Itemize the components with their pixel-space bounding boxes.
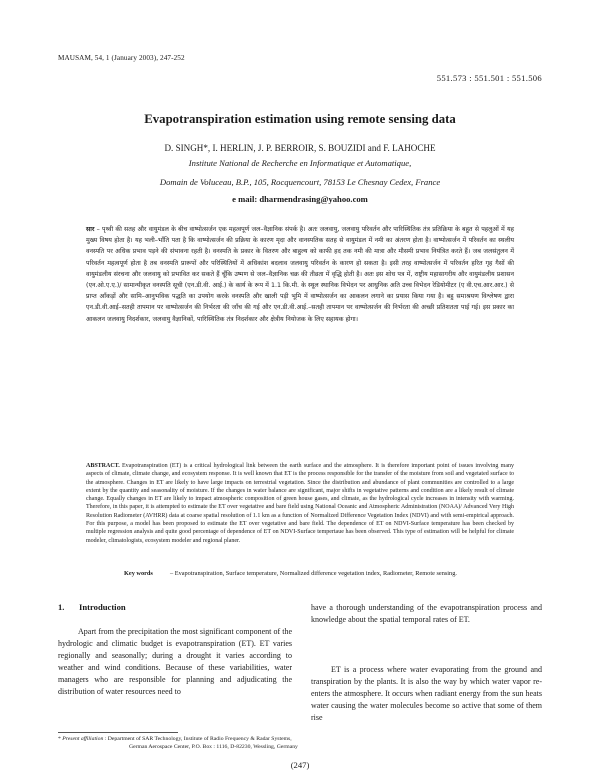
intro-paragraph-1: Apart from the precipitation the most significant component of the hydrologic and climatic budget is evapotranspiration (ET). ET varies regionally and seasonally; during a drought it varies according to weather and wind conditions. Because of these variabilities, water managers who are responsible for planning and adjudicating the distribution of water resources need to [58,627,292,696]
footnote-marker: * [58,736,61,742]
hindi-abstract-text: – पृथ्वी की सतह और वायुमंडल के बीच वाष्पोत्सर्जन एक महत्वपूर्ण जल–वैज्ञानिक संपर्क है। अतः जलवायु, जलवायु परिवर्तन और पारिस्थितिक तंत्र प्रतिक्रिया के बहुत से पहलुओं में यह मुख्य विषय होता है। यह भली–भाँति पता है कि वाष्पोत्सर्जन की प्रक्रिया के कारण मृदा और वानस्पतिक सतह से वायुमंडल में नमी का अंतरण होता है। वाष्पोत्सर्जन में परिवर्तन का स्थलीय वनस्पति पर अधिक प्रभाव पड़ने की संभावना रहती है। वनस्पति के प्रकार के वितरण और बाहुल्य को काफी हद तक नमी की मात्रा और मौसमी प्रभाव नियंत्रित करते हैं। जब जलसंतुलन में परिवर्तन महत्वपूर्ण होता है तब वनस्पति प्रारूपों और परिस्थितियों में अधिकांश बदलाव जलवायु परिवर्तन के कारण हो सकता है। इसी तरह वाष्पोत्सर्जन में परिवर्तन हरित गृह गैसों की वायुमंडलीय संरचना और जलवायु को प्रभावित कर सकते हैं चूँकि उष्मण से जल–वैज्ञानिक चक्र की तीव्रता में वृद्धि होती है। अतः इस शोध पत्र में, राष्ट्रीय महासागरीय और वायुमंडलीय प्रशासन (एन.ओ.ए.ए.)/ सामान्यीकृत वनस्पति सूची (एन.डी.वी. आई.) के कार्य के रूप में 1.1 कि.मी. के स्थूल स्थानिक विभेदन पर आधुनिक अति उच्च विभेदन रेडियोमीटर (ए वी.एच.आर.आर.) से प्राप्त आँकड़ों और सामि–आनुभविक पद्धति का उपयोग करके वनस्पति और खाली पड़ी भूमि में वाष्पोत्सर्जन का आकलन लगाने का प्रयास किया गया है। बहु समाश्रयण विश्लेषण द्वारा एन.डी.वी.आई–सतही तापमान पर वाष्पोत्सर्जन की निर्भरता की जाँच की गई और एन.डी.वी.आई.–सतही तापमान पर वाष्पोत्सर्जन की निर्भरता की अच्छी प्रतिशतता पाई गई। इस प्रकार का आकलन जलवायु निदर्शकार, जलवायु वैज्ञानिकों, पारिस्थितिक तंत्र निदर्शकार और क्षेत्रीय नियोजक के लिए सहायक होगा। [86,226,514,323]
intro-paragraph-1-continued: have a thorough understanding of the evapotranspiration process and knowledge about the spatial temporal rates of ET. [311,603,542,624]
footnote-text-1: : Department of SAR Technology, Institute of Radio Frequency & Radar Systems, [104,736,292,742]
author-email: e mail: dharmendrasing@yahoo.com [232,194,368,204]
section-heading-introduction [58,602,126,612]
hindi-abstract-lead: सार [86,226,95,233]
author-list: D. SINGH*, I. HERLIN, J. P. BERROIR, S. BOUZIDI and F. LAHOCHE [164,143,436,153]
english-abstract [86,462,514,545]
abstract-lead: ABSTRACT. [86,463,120,469]
affiliation-line-2: Domain de Voluceau, B.P., 105, Rocquencourt, 78153 Le Chesnay Cedex, France [159,177,441,187]
page-number: (247) [290,760,310,770]
keywords [86,570,514,579]
affiliation-line-1: Institute National de Recherche en Informatique et Automatique, [188,158,412,168]
intro-paragraph-2: ET is a process where water evaporating from the ground and transpiration by the plants. It is also the way by which water vapor re-enters the atmosphere. It occurs when radiant energy from the sun heats water causing the water molecules become so active that some of them rise [311,665,542,722]
keywords-label: Key words [124,570,153,577]
footnote-label: Present affiliation [62,736,104,742]
journal-reference: MAUSAM, 54, 1 (January 2003), 247-252 [58,54,185,62]
udc-classification: 551.573 : 551.501 : 551.506 [436,73,542,83]
footnote-line-1 [58,735,298,743]
paper-title: Evapotranspiration estimation using remote sensing data [144,112,456,126]
keywords-text: – Evapotranspiration, Surface temperature, Normalized difference vegetation index, Radiometer, Remote sensing. [170,570,457,577]
footnote-line-2: German Aerospace Center, P.O. Box : 1116, D-82230, Wessling, Germany [129,744,298,750]
hindi-abstract [86,224,514,325]
footnote [58,735,298,751]
footnote-divider [58,732,178,733]
abstract-text: Evapotranspiration (ET) is a critical hydrological link between the earth surface and the atmosphere. It is therefore important point of issues involving many aspects of climate, climate change, and ecosystem response. It is well known that ET is the process responsible for the transfer of the moisture from soil and vegetated surface to the atmosphere. Changes in ET are likely to have large impacts on terrestrial vegetation. Since the distribution and abundance of plant communities are controlled to a large extent by the quantity and seasonality of moisture. If the changes in water balance are significant, major shifts in vegetative patterns and condition are a likely result of climate change. Equally changes in ET are likely to impact atmospheric composition of green house gases, and climate, as the hydrological cycle increases in intensity with warming. Therefore, in this paper, it is attempted to estimate the ET over vegetative and bare field using National Oceanic and Atmospheric Administration (NOAA)/ Advanced Very High Resolution Radiometer (AVHRR) data at coarse spatial resolution of 1.1 km as a function of Normalized Difference Vegetation Index (NDVI) and with semi-empirical approach. For this purpose, a model has been proposed to estimate the ET over vegetative and bare field. The dependence of ET on NDVI-Surface temperature has been checked by multiple regression analysis and quite good percentage of dependence of ET on NDVI-Surface tempertaue has been observed. This type of estimation will be helpful for climate modeler, climatologists, ecosystem modeler and regional planer. [86,463,514,544]
section-title: Introduction [79,602,126,612]
section-number: 1. [58,602,65,612]
